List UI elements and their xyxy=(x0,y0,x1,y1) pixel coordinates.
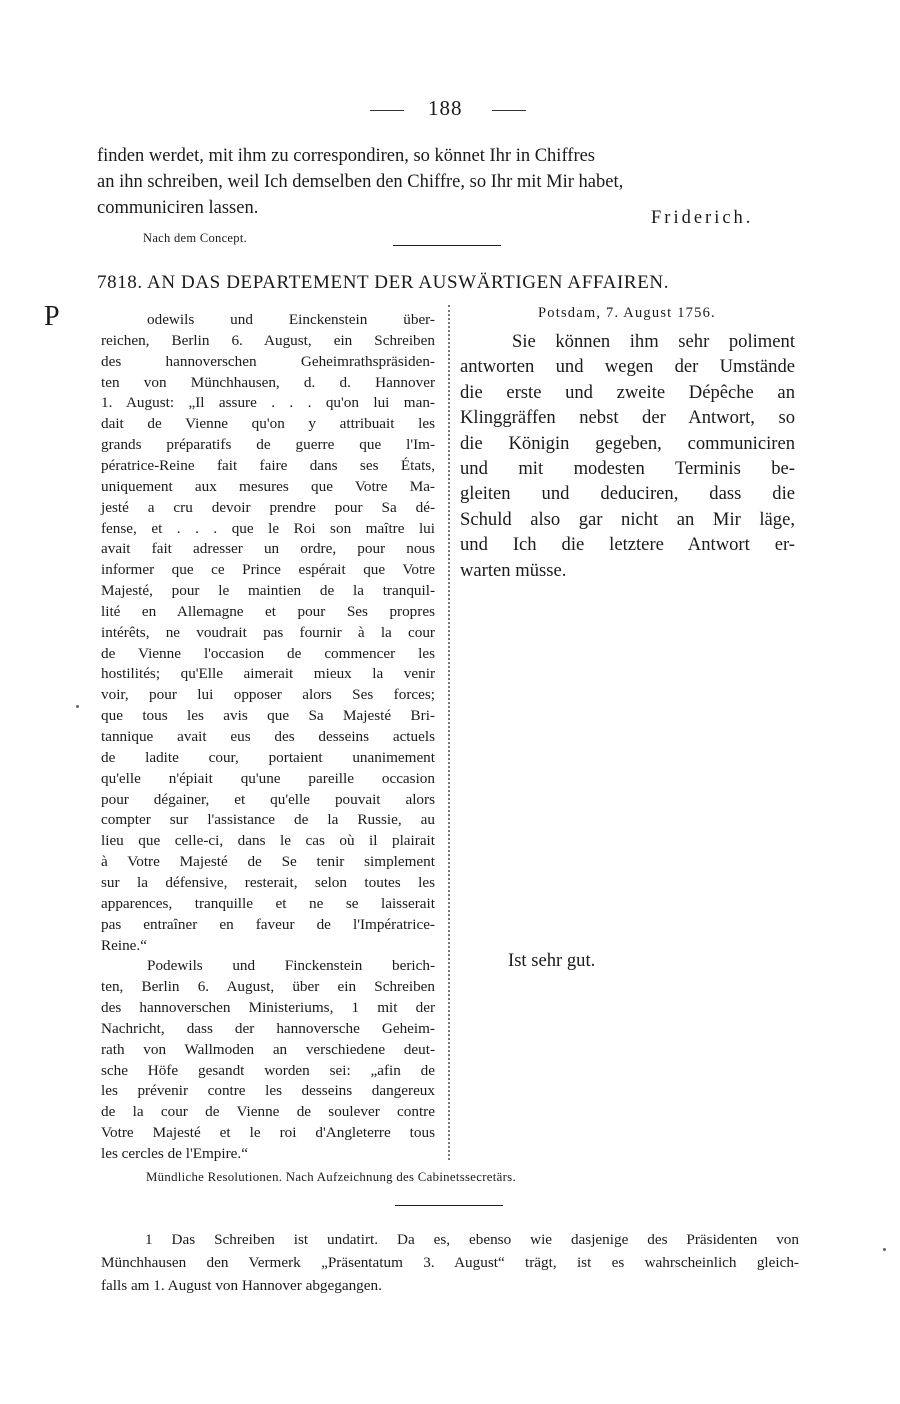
summary-line: pour dégainer, et qu'elle pouvait alors xyxy=(101,790,435,808)
continuation-line: communiciren lassen. xyxy=(97,198,259,218)
summary-line: odewils und Einckenstein über- xyxy=(147,311,435,328)
summary-line: compter sur l'assistance de la Russie, au xyxy=(101,811,435,829)
summary-line: jesté a cru devoir prendre pour Sa dé- xyxy=(101,498,435,516)
summary-line: pas entraîner en faveur de l'Impératrice- xyxy=(101,915,435,933)
summary-line: Nachricht, dass der hannoversche Geheim- xyxy=(101,1019,435,1037)
resolution-line: die erste und zweite Dépêche an xyxy=(460,381,795,403)
summary-line: lité en Allemagne et pour Ses propres xyxy=(101,602,435,620)
summary-line: de ladite cour, portaient unanimement xyxy=(101,748,435,766)
summary-line: dait de Vienne qu'on y attribuait les xyxy=(101,415,435,433)
summary-line: hostilités; qu'Elle aimerait mieux la venir xyxy=(101,665,435,683)
drop-cap: P xyxy=(44,301,60,332)
resolution-line: warten müsse. xyxy=(460,559,567,581)
resolution-line: gleiten und deduciren, dass die xyxy=(460,483,795,505)
summary-line: uniquement aux mesures que Votre Ma- xyxy=(101,477,435,495)
resolution-line: die Königin gegeben, communiciren xyxy=(460,432,795,454)
place-date: Potsdam, 7. August 1756. xyxy=(538,305,716,321)
scan-speck xyxy=(76,705,79,708)
column-divider xyxy=(448,305,450,1160)
response-text: Ist sehr gut. xyxy=(508,950,596,971)
summary-line: sur la défensive, resterait, selon toutes les xyxy=(101,873,435,891)
summary-line: sche Höfe gesandt worden sei: „afin de xyxy=(101,1061,435,1079)
summary-line: pératrice-Reine fait faire dans ses États, xyxy=(101,456,435,474)
resolution-line: Schuld also gar nicht an Mir läge, xyxy=(460,508,795,530)
summary-line: avait fait adresser un ordre, pour nous xyxy=(101,540,435,558)
summary-line: ten von Münchhausen, d. d. Hannover xyxy=(101,373,435,391)
page-number: 188 xyxy=(428,96,463,120)
resolution-line: und mit modesten Terminis be- xyxy=(460,458,795,479)
resolution-line: Sie können ihm sehr poliment xyxy=(512,331,795,352)
source-note: Nach dem Concept. xyxy=(143,231,248,245)
summary-line: Votre Majesté et le roi d'Angleterre tous xyxy=(101,1124,435,1142)
header-dash-right xyxy=(492,110,526,111)
summary-line: fense, et . . . que le Roi son maître lui xyxy=(101,519,435,537)
summary-line: rath von Wallmoden an verschiedene deut- xyxy=(101,1040,435,1058)
header-dash-left xyxy=(370,110,404,111)
footnote-line: 1 Das Schreiben ist undatirt. Da es, ebenso wie dasjenige des Präsidenten von xyxy=(145,1231,799,1248)
footnote-rule xyxy=(395,1205,503,1206)
continuation-line: an ihn schreiben, weil Ich demselben den Chiffre, so Ihr mit Mir habet, xyxy=(97,172,624,192)
summary-line: Majesté, pour le maintien de la tranquil- xyxy=(101,582,435,600)
summary-line: des hannoverschen Geheimrathspräsiden- xyxy=(101,352,435,370)
summary-line: grands préparatifs de guerre que l'Im- xyxy=(101,436,435,454)
summary-line: voir, pour lui opposer alors Ses forces; xyxy=(101,686,435,704)
summary-line: que tous les avis que Sa Majesté Bri- xyxy=(101,707,435,725)
summary-line: de Vienne l'occasion de commencer les xyxy=(101,644,435,662)
summary-line: de la cour de Vienne de soulever contre xyxy=(101,1103,435,1121)
resolution-line: und Ich die letztere Antwort er- xyxy=(460,534,795,556)
section-rule xyxy=(393,245,501,246)
footnote-line: Münchhausen den Vermerk „Präsentatum 3. August“ trägt, ist es wahrscheinlich gleich- xyxy=(101,1254,799,1271)
scan-speck xyxy=(883,1248,886,1251)
summary-line: tannique avait eus des desseins actuels xyxy=(101,728,435,745)
summary-line: les cercles de l'Empire.“ xyxy=(101,1145,248,1162)
summary-line: lieu que celle-ci, dans le cas où il plairait xyxy=(101,832,435,850)
signature: Friderich. xyxy=(651,208,754,228)
page-header xyxy=(370,96,530,122)
continuation-line: finden werdet, mit ihm zu correspondiren, so könnet Ihr in Chiffres xyxy=(97,146,596,166)
document-title: 7818. AN DAS DEPARTEMENT DER AUSWÄRTIGEN AFFAIREN. xyxy=(97,272,670,293)
summary-line: à Votre Majesté de Se tenir simplement xyxy=(101,853,435,871)
summary-line: des hannoverschen Ministeriums, 1 mit der xyxy=(101,999,435,1017)
resolution-note: Mündliche Resolutionen. Nach Aufzeichnung des Cabinetssecretärs. xyxy=(146,1170,516,1184)
footnote-line: falls am 1. August von Hannover abgegangen. xyxy=(101,1277,382,1294)
summary-line: qu'elle n'épiait qu'une pareille occasion xyxy=(101,769,435,787)
resolution-line: Klinggräffen nebst der Antwort, so xyxy=(460,407,795,429)
summary-line: informer que ce Prince espérait que Votre xyxy=(101,561,435,579)
summary-line: Reine.“ xyxy=(101,936,147,954)
summary-line: 1. August: „Il assure . . . qu'on lui man- xyxy=(101,394,435,412)
summary-line: ten, Berlin 6. August, über ein Schreiben xyxy=(101,978,435,996)
summary-line: reichen, Berlin 6. August, ein Schreiben xyxy=(101,331,435,349)
summary-line: les prévenir contre les desseins dangereux xyxy=(101,1082,435,1100)
summary-line: intérêts, ne voudrait pas fournir à la cour xyxy=(101,623,435,641)
resolution-line: antworten und wegen der Umstände xyxy=(460,356,795,378)
summary-line: apparences, tranquille et ne se laisserait xyxy=(101,894,435,912)
summary-line: Podewils und Finckenstein berich- xyxy=(147,957,435,975)
